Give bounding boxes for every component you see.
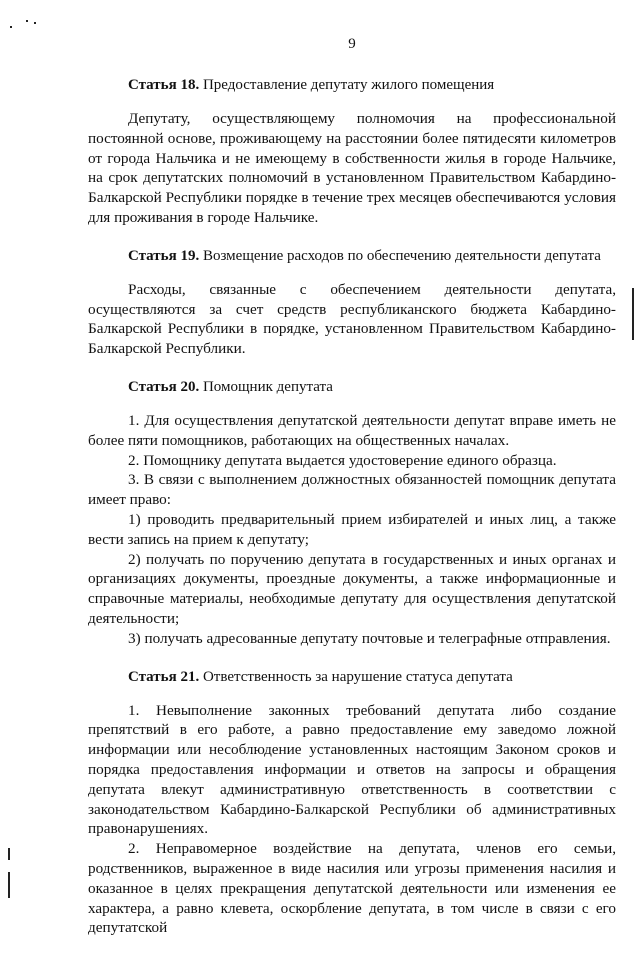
article-title: Возмещение расходов по обеспечению деятельности депутата bbox=[202, 247, 601, 264]
article-label: Статья 21. bbox=[128, 668, 200, 685]
article-18 bbox=[88, 75, 616, 228]
article-label: Статья 18. bbox=[128, 77, 200, 93]
article-21 bbox=[88, 667, 616, 939]
article-title: Ответственность за нарушение статуса депутата bbox=[202, 668, 513, 685]
article-title: Помощник депутата bbox=[202, 378, 333, 395]
article-19 bbox=[88, 246, 616, 359]
article-label: Статья 20. bbox=[128, 378, 200, 395]
scan-edge-mark bbox=[8, 848, 10, 860]
scan-speck bbox=[26, 20, 28, 22]
page-number: 9 bbox=[348, 36, 356, 52]
paragraph: Расходы, связанные с обеспечением деятельности депутата, осуществляются за счет средств республиканского бюджета Кабардино-Балкарской Республики в порядке, установленном Правительством Кабардино-Балкарской Республики. bbox=[88, 280, 616, 358]
paragraph: Депутату, осуществляющему полномочия на профессиональной постоянной основе, проживающему на расстоянии более пятидесяти километров от города Нальчика и не имеющему в собственности жилья в городе Нальчике, на срок депутатских полномочий в установленном Правительством Кабардино-Балкарской Республики порядке в течение трех месяцев обеспечиваются условия для проживания в городе Нальчике. bbox=[88, 110, 616, 226]
document-page bbox=[88, 36, 616, 956]
article-heading bbox=[88, 667, 616, 687]
article-heading bbox=[88, 75, 616, 95]
article-label: Статья 19. bbox=[128, 247, 200, 264]
article-title: Предоставление депутату жилого помещения bbox=[202, 77, 495, 93]
scan-edge-mark bbox=[632, 288, 634, 340]
paragraph: 2. Помощнику депутата выдается удостоверение единого образца. bbox=[128, 451, 557, 469]
article-heading bbox=[88, 377, 616, 397]
paragraph: 1. Для осуществления депутатской деятельности депутат вправе иметь не более пяти помощников, работающих на общественных началах. bbox=[88, 411, 616, 449]
scan-edge-mark bbox=[8, 872, 10, 898]
scan-speck bbox=[10, 26, 12, 28]
paragraph: 1) проводить предварительный прием избирателей и иных лиц, а также вести запись на прием к депутату; bbox=[88, 510, 616, 548]
article-20 bbox=[88, 377, 616, 649]
paragraph: 2) получать по поручению депутата в государственных и иных органах и организациях документы, проездные документы, а также информационные и справочные материалы, необходимые депутату для осуществления депутатской деятельности; bbox=[88, 550, 616, 627]
paragraph: 3) получать адресованные депутату почтовые и телеграфные отправления. bbox=[128, 629, 611, 647]
scan-speck bbox=[34, 22, 36, 24]
paragraph: 3. В связи с выполнением должностных обязанностей помощник депутата имеет право: bbox=[88, 471, 616, 509]
paragraph: 1. Невыполнение законных требований депутата либо создание препятствий в его работе, а равно предоставление ему заведомо ложной информации или несоблюдение установленных настоящим Законом сроков и порядка предоставления информации и ответов на запросы и обращения депутата влекут административную ответственность в соответствии с законодательством Кабардино-Балкарской Республики об административных правонарушениях. bbox=[88, 701, 616, 838]
paragraph: 2. Неправомерное воздействие на депутата, членов его семьи, родственников, выраженное в виде насилия или угрозы применения насилия и оказанное в целях прекращения депутатской деятельности или изменения ее характера, а равно клевета, оскорбление депутата, в том числе в связи с его депутатской bbox=[88, 840, 616, 937]
article-heading bbox=[88, 246, 616, 266]
